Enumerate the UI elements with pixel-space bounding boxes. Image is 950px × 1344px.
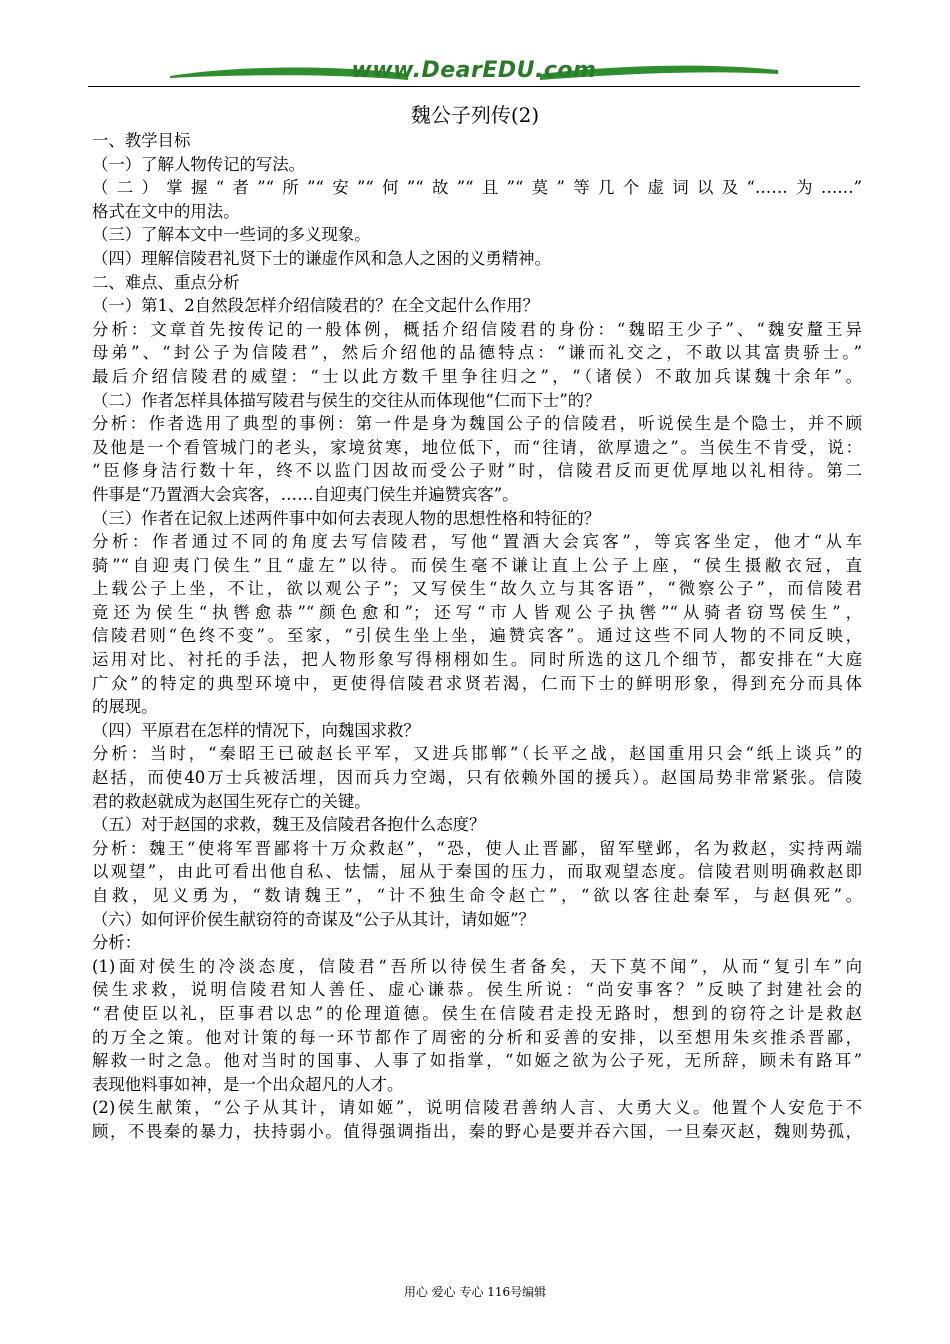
text-line: 分析：魏王“使将军晋鄙将十万众救赵”，“恐，使人止晋鄙，留军壁邺，名为救赵，实持两端 [92,838,862,858]
text-line: 的展现。 [92,697,158,717]
text-line: “臣修身洁行数十年，终不以监门因故而受公子财”时，信陵君反而更优厚地以礼相待。第二 [92,461,862,481]
document-body [92,129,862,1144]
text-line: 分析：作者选用了典型的事例：第一件是身为魏国公子的信陵君，听说侯生是个隐士，并不顾 [92,414,862,434]
text-line: 表现他料事如神，是一个出众超凡的人才。 [92,1074,404,1094]
text-line: 件事是“乃置酒大会宾客，……自迎夷门侯生并遍赞宾客”。 [92,484,519,504]
text-line: （一）了解人物传记的写法。 [92,154,306,174]
text-line: 运用对比、衬托的手法，把人物形象写得栩栩如生。同时所选的这几个细节，都安排在“大庭 [92,650,862,670]
text-line: （三）作者在记叙上述两件事中如何去表现人物的思想性格和特征的？ [92,508,601,528]
text-line: （二）掌握“者”“所”“安”“何”“故”“且”“莫”等几个虚词以及“……为……” [92,178,862,198]
text-line: 顾，不畏秦的暴力，扶持弱小。值得强调指出，秦的野心是要并吞六国，一旦秦灭赵，魏则势孤， [92,1121,862,1141]
text-line: 竟还为侯生“执辔愈恭”“颜色愈和”；还写“市人皆观公子执辔”“从骑者窃骂侯生”， [92,602,862,622]
page-header [88,56,860,96]
text-line: 的万全之策。他对计策的每一环节都作了周密的分析和妥善的安排，以至想用朱亥推杀晋鄙， [92,1027,862,1047]
text-line: 赵括，而使40万士兵被活埋，因而兵力空竭，只有依赖外国的援兵）。赵国局势非常紧张。信陵 [92,768,862,788]
text-line: (1)面对侯生的冷淡态度，信陵君“吾所以待侯生者备矣，天下莫不闻”，从而“复引车”向 [92,956,862,976]
text-line: 格式在文中的用法。 [92,201,240,221]
text-line: （五）对于赵国的求救，魏王及信陵君各抱什么态度？ [92,815,486,835]
text-line: 最后介绍信陵君的威望：“士以此方数千里争往归之”，“（诸侯）不敢加兵谋魏十余年”。 [92,366,862,386]
page-footer: 用心 爱心 专心 116号编辑 [403,1285,547,1299]
page-title: 魏公子列传(2) [410,103,540,127]
text-line: 母弟”、“封公子为信陵君”，然后介绍他的品德特点：“谦而礼交之，不敢以其富贵骄士。” [92,343,862,363]
text-line: (2)侯生献策，“公子从其计，请如姬”，说明信陵君善纳人言、大勇大义。他置个人安危于不 [92,1098,862,1118]
text-line: 以观望”，由此可看出他自私、怯懦，屈从于秦国的压力，而取观望态度。信陵君则明确救赵即 [92,862,862,882]
text-line: 侯生求救，说明信陵君知人善任、虚心谦恭。侯生所说：“尚安事客？”反映了封建社会的 [92,980,862,1000]
text-line: 二、难点、重点分析 [92,272,240,292]
text-line: 自救，见义勇为，“数请魏王”，“计不独生命令赵亡”，“欲以客往赴秦军，与赵俱死”。 [92,886,862,905]
text-line: 信陵君则“色终不变”。至家，“引侯生坐上坐，遍赞宾客”。通过这些不同人物的不同反映， [92,626,862,646]
dearedu-logo [168,56,780,88]
text-line: 分析： [92,933,142,953]
text-line: 及他是一个看管城门的老头，家境贫寒，地位低下，而“往请，欲厚遗之”。当侯生不肯受，说： [92,437,862,457]
text-line: 分析：作者通过不同的角度去写信陵君，写他“置酒大会宾客”，等宾客坐定，他才“从车 [92,532,862,552]
text-line: （六）如何评价侯生献窃符的奇谋及“公子从其计，请如姬”？ [92,909,535,929]
text-line: （二）作者怎样具体描写陵君与侯生的交往从而体现他“仁而下士”的？ [92,390,601,410]
text-line: （四）理解信陵君礼贤下士的谦虚作风和急人之困的义勇精神。 [92,248,551,268]
text-line: 骑”“自迎夷门侯生”且“虚左”以待。而侯生毫不谦让直上公子上座，“侯生摄敝衣冠，直 [92,555,862,575]
text-line: （四）平原君在怎样的情况下，向魏国求救？ [92,720,420,740]
text-line: 上载公子上坐，不让，欲以观公子”；又写侯生“故久立与其客语”，“微察公子”，而信陵君 [92,579,862,599]
text-line: （一）第1、2自然段怎样介绍信陵君的？在全文起什么作用？ [92,296,540,316]
text-line: 君的救赵就成为赵国生死存亡的关键。 [92,791,371,811]
text-line: 分析：文章首先按传记的一般体例，概括介绍信陵君的身份：“魏昭王少子”、“魏安釐王异 [92,319,862,339]
text-line: （三）了解本文中一些词的多义现象。 [92,225,371,245]
text-line: 一、教学目标 [92,131,191,150]
text-line: 解救一时之急。他对当时的国事、人事了如指掌，“如姬之欲为公子死，无所辞，顾未有路耳” [92,1051,862,1071]
text-line: 分析：当时，“秦昭王已破赵长平军，又进兵邯郸”（长平之战，赵国重用只会“纸上谈兵”的 [92,744,862,764]
text-line: “君使臣以礼，臣事君以忠”的伦理道德。侯生在信陵君走投无路时，想到的窃符之计是救赵 [92,1003,862,1023]
logo-text: www.DearEDU.com [351,58,597,83]
text-line: 广众”的特定的典型环境中，更使得信陵君求贤若渴，仁而下士的鲜明形象，得到充分而具体 [92,673,862,693]
